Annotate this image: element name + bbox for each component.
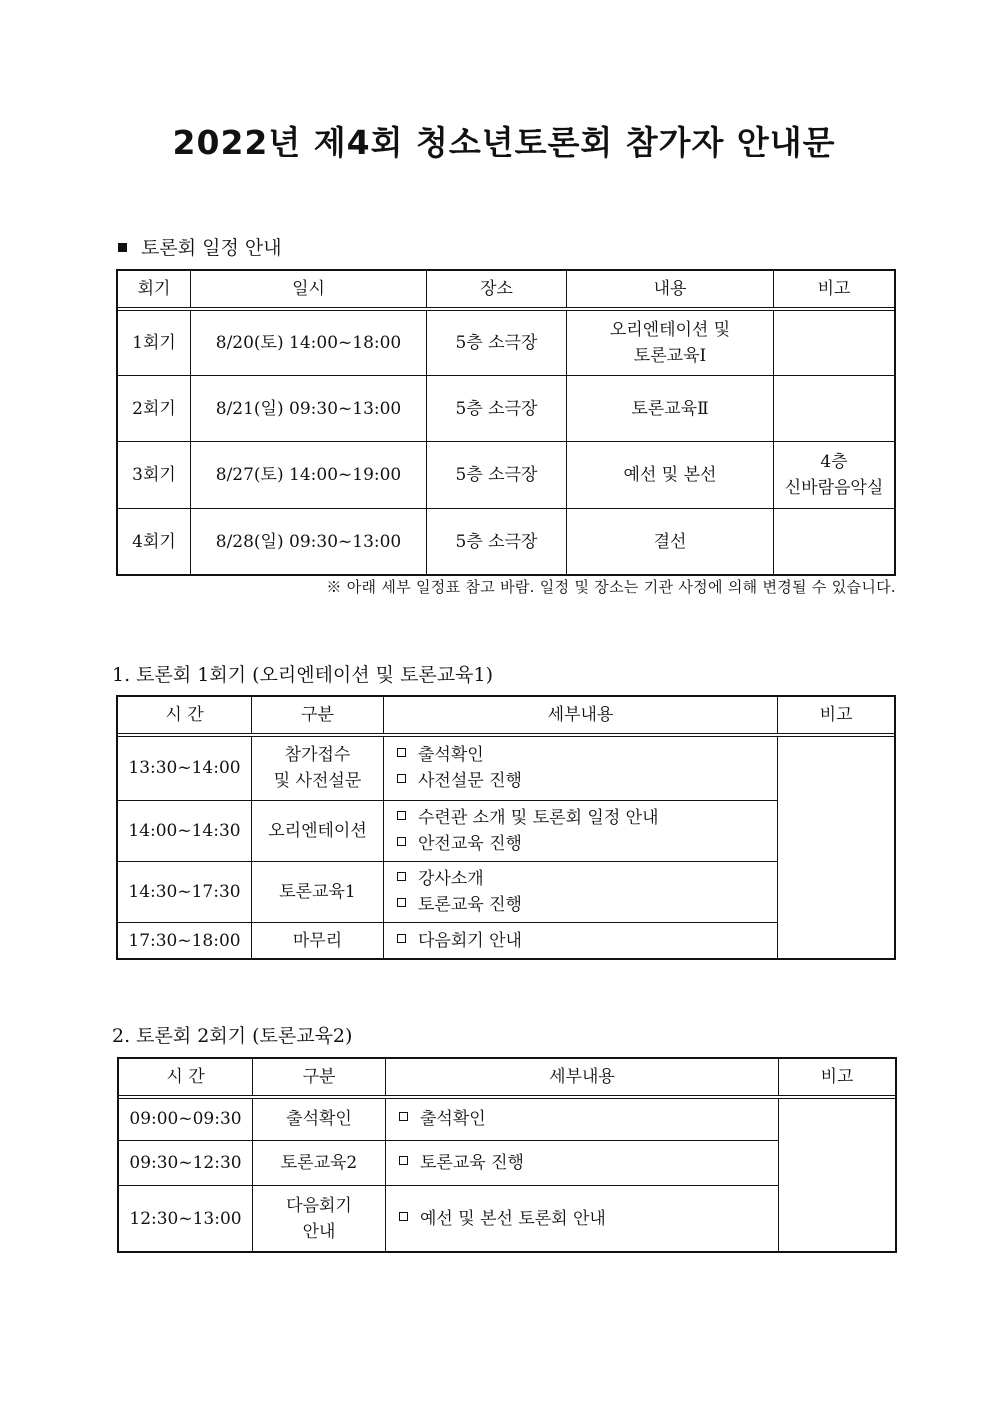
- category-cell: [253, 1186, 386, 1252]
- header-note: 비고: [778, 697, 895, 735]
- header-details: 세부내용: [386, 1059, 779, 1097]
- detail-item: [397, 768, 773, 794]
- detail-item: [397, 831, 773, 857]
- detail-text: 출석확인: [418, 745, 484, 766]
- schedule-table: [117, 270, 895, 575]
- note-cell: [778, 735, 895, 959]
- checkbox-bullet-icon: [397, 837, 406, 846]
- checkbox-bullet-icon: [397, 934, 406, 943]
- note-cell: [774, 309, 895, 376]
- details-cell: [384, 735, 778, 801]
- note-line: 신바람음악실: [784, 478, 884, 498]
- header-place: 장소: [427, 271, 567, 309]
- time-cell: 09:30~12:30: [119, 1141, 253, 1186]
- checkbox-bullet-icon: [397, 811, 406, 820]
- header-time: 시 간: [119, 1059, 253, 1097]
- header-category: 구분: [253, 1059, 386, 1097]
- table-row: [119, 1097, 896, 1141]
- category-line: 참가접수: [284, 745, 351, 766]
- category-cell: 오리엔테이션: [252, 801, 384, 862]
- details-cell: [384, 923, 778, 959]
- header-category: 구분: [252, 697, 384, 735]
- section2-table: [118, 1058, 896, 1252]
- section1-table: [117, 696, 895, 959]
- category-line: 안내: [302, 1221, 336, 1242]
- category-cell: 토론교육2: [253, 1141, 386, 1186]
- detail-text: 다음회기 안내: [418, 930, 522, 951]
- table-row: [118, 309, 895, 376]
- checkbox-bullet-icon: [397, 898, 406, 907]
- header-details: 세부내용: [384, 697, 778, 735]
- section1-heading: 1. 토론회 1회기 (오리엔테이션 및 토론교육1): [112, 664, 493, 686]
- note-line: 4층: [820, 452, 848, 472]
- detail-item: [397, 805, 773, 831]
- datetime-cell: 8/21(일) 09:30~13:00: [191, 376, 427, 442]
- detail-text: 예선 및 본선 토론회 안내: [420, 1208, 606, 1229]
- details-cell: [384, 862, 778, 923]
- content-cell: 결선: [567, 509, 774, 575]
- detail-text: 출석확인: [420, 1109, 486, 1130]
- checkbox-bullet-icon: [399, 1156, 408, 1165]
- note-cell: [779, 1097, 896, 1252]
- details-cell: [386, 1097, 779, 1141]
- note-cell: [774, 376, 895, 442]
- header-note: 비고: [779, 1059, 896, 1097]
- checkbox-bullet-icon: [397, 748, 406, 757]
- schedule-heading-text: 토론회 일정 안내: [141, 237, 282, 259]
- schedule-heading: [118, 233, 282, 260]
- session-cell: 4회기: [118, 509, 191, 575]
- place-cell: 5층 소극장: [427, 509, 567, 575]
- header-datetime: 일시: [191, 271, 427, 309]
- header-session: 회기: [118, 271, 191, 309]
- header-content: 내용: [567, 271, 774, 309]
- category-cell: 마무리: [252, 923, 384, 959]
- detail-item: [399, 1150, 774, 1176]
- content-cell: 예선 및 본선: [567, 442, 774, 509]
- detail-item: [397, 928, 773, 954]
- place-cell: 5층 소극장: [427, 309, 567, 376]
- detail-text: 안전교육 진행: [418, 834, 522, 854]
- place-cell: 5층 소극장: [427, 442, 567, 509]
- checkbox-bullet-icon: [397, 872, 406, 881]
- category-line: 다음회기: [286, 1195, 352, 1216]
- content-line: 오리엔테이션 및: [609, 319, 731, 340]
- schedule-footnote: ※ 아래 세부 일정표 참고 바람. 일정 및 장소는 기관 사정에 의해 변경될 수 있습니다.: [326, 578, 896, 596]
- content-line: 토론교육Ⅰ: [633, 345, 707, 366]
- square-bullet-icon: [118, 243, 127, 252]
- checkbox-bullet-icon: [397, 774, 406, 783]
- detail-item: [397, 742, 773, 768]
- category-cell: 토론교육1: [252, 862, 384, 923]
- time-cell: 14:30~17:30: [118, 862, 252, 923]
- detail-text: 사전설문 진행: [418, 771, 522, 792]
- header-note: 비고: [774, 271, 895, 309]
- details-cell: [386, 1186, 779, 1252]
- checkbox-bullet-icon: [399, 1112, 408, 1121]
- detail-text: 수련관 소개 및 토론회 일정 안내: [418, 808, 659, 828]
- time-cell: 09:00~09:30: [119, 1097, 253, 1141]
- note-cell: [774, 442, 895, 509]
- session-cell: 2회기: [118, 376, 191, 442]
- detail-item: [397, 892, 773, 918]
- table-row: [118, 509, 895, 575]
- datetime-cell: 8/20(토) 14:00~18:00: [191, 309, 427, 376]
- detail-text: 토론교육 진행: [420, 1153, 524, 1173]
- category-cell: [252, 735, 384, 801]
- detail-text: 토론교육 진행: [418, 895, 522, 915]
- table-row: [118, 376, 895, 442]
- header-time: 시 간: [118, 697, 252, 735]
- time-cell: 13:30~14:00: [118, 735, 252, 801]
- time-cell: 12:30~13:00: [119, 1186, 253, 1252]
- session-cell: 1회기: [118, 309, 191, 376]
- content-cell: [567, 309, 774, 376]
- datetime-cell: 8/28(일) 09:30~13:00: [191, 509, 427, 575]
- session-cell: 3회기: [118, 442, 191, 509]
- time-cell: 17:30~18:00: [118, 923, 252, 959]
- detail-item: [397, 866, 773, 892]
- table-row: [118, 442, 895, 509]
- category-cell: 출석확인: [253, 1097, 386, 1141]
- page-title: 2022년 제4회 청소년토론회 참가자 안내문: [172, 123, 836, 162]
- detail-item: [399, 1206, 774, 1232]
- place-cell: 5층 소극장: [427, 376, 567, 442]
- datetime-cell: 8/27(토) 14:00~19:00: [191, 442, 427, 509]
- details-cell: [384, 801, 778, 862]
- category-line: 및 사전설문: [273, 771, 362, 792]
- details-cell: [386, 1141, 779, 1186]
- note-cell: [774, 509, 895, 575]
- detail-text: 강사소개: [418, 869, 484, 889]
- content-cell: 토론교육Ⅱ: [567, 376, 774, 442]
- detail-item: [399, 1106, 774, 1132]
- checkbox-bullet-icon: [399, 1212, 408, 1221]
- table-row: [118, 735, 895, 801]
- section2-heading: 2. 토론회 2회기 (토론교육2): [112, 1025, 353, 1047]
- time-cell: 14:00~14:30: [118, 801, 252, 862]
